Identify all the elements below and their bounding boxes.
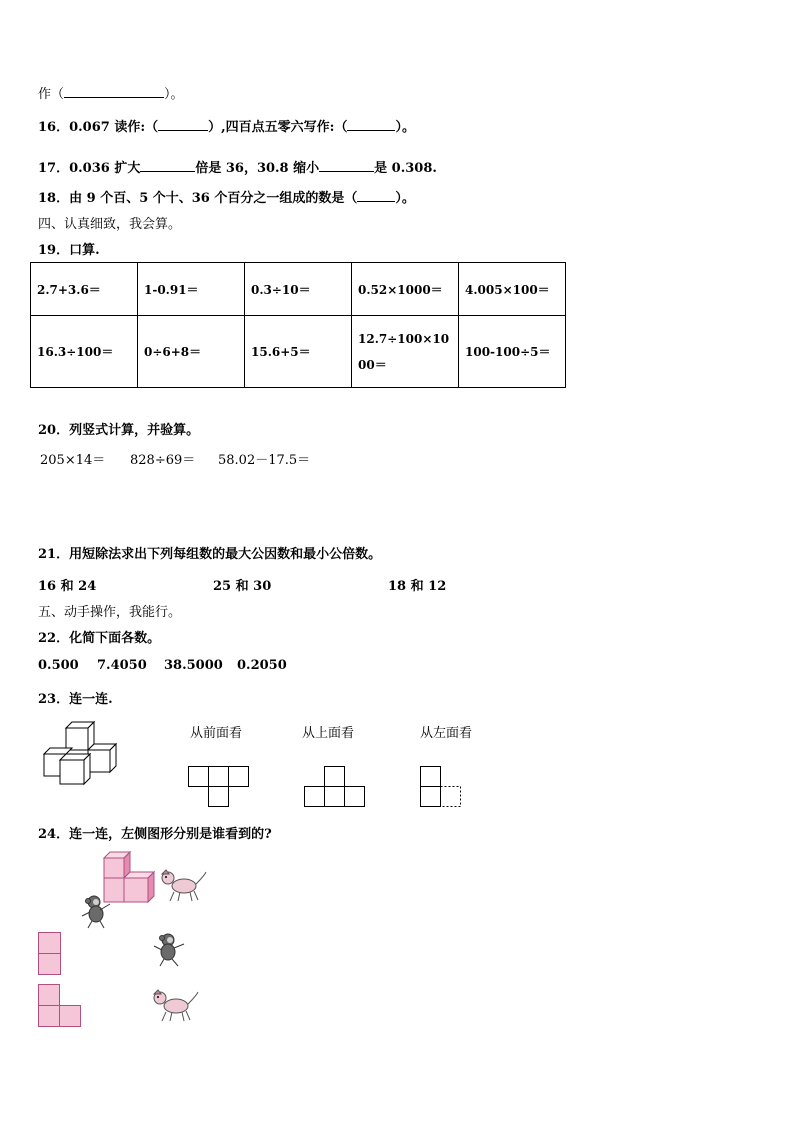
monkey-icon bbox=[150, 932, 190, 968]
vertical-calc-item: 828÷69＝ bbox=[130, 453, 196, 468]
dog-icon bbox=[152, 988, 200, 1024]
table-cell: 0÷6+8＝ bbox=[138, 316, 245, 388]
decimal-item: 7.4050 bbox=[97, 658, 147, 673]
table-cell: 2.7+3.6＝ bbox=[31, 263, 138, 316]
monkey-icon bbox=[78, 894, 118, 930]
number-pair: 16 和 24 bbox=[38, 579, 97, 594]
table-cell: 15.6+5＝ bbox=[245, 316, 352, 388]
question-21-title: 21．用短除法求出下列每组数的最大公因数和最小公倍数。 bbox=[38, 547, 382, 562]
answer-blank[interactable] bbox=[347, 117, 395, 131]
question-24-title: 24．连一连，左侧图形分别是谁看到的? bbox=[38, 827, 272, 842]
question-22-title: 22．化简下面各数。 bbox=[38, 631, 161, 646]
table-cell: 1-0.91＝ bbox=[138, 263, 245, 316]
question-23-title: 23．连一连. bbox=[38, 692, 113, 707]
question-20-title: 20．列竖式计算，并验算。 bbox=[38, 423, 200, 438]
decimal-item: 38.5000 bbox=[164, 658, 223, 673]
q15-tail: 作（ ）。 bbox=[38, 83, 184, 102]
section-4-heading: 四、认真细致，我会算。 bbox=[38, 217, 182, 232]
answer-blank[interactable] bbox=[357, 188, 395, 202]
view-label-front: 从前面看 bbox=[190, 726, 243, 741]
question-16: 16．0.067 读作:（ ）,四百点五零六写作:（ ）。 bbox=[38, 116, 415, 135]
table-row bbox=[31, 316, 566, 388]
number-pair: 18 和 12 bbox=[388, 579, 447, 594]
answer-blank[interactable] bbox=[140, 158, 195, 172]
view-l-shape bbox=[420, 766, 468, 810]
answer-blank[interactable] bbox=[319, 158, 374, 172]
cube-arrangement-figure bbox=[40, 722, 140, 792]
decimal-item: 0.2050 bbox=[237, 658, 287, 673]
question-18: 18．由 9 个百、5 个十、36 个百分之一组成的数是（ ）。 bbox=[38, 187, 415, 206]
number-pair: 25 和 30 bbox=[213, 579, 272, 594]
table-cell: 16.3÷100＝ bbox=[31, 316, 138, 388]
answer-blank[interactable] bbox=[64, 84, 164, 98]
dog-icon bbox=[160, 868, 208, 904]
table-cell: 100-100÷5＝ bbox=[459, 316, 566, 388]
table-cell: 12.7÷100×1000＝ bbox=[352, 316, 459, 388]
pink-l-shape-view bbox=[38, 984, 84, 1030]
table-cell: 0.3÷10＝ bbox=[245, 263, 352, 316]
table-cell: 0.52×1000＝ bbox=[352, 263, 459, 316]
mental-math-table bbox=[30, 262, 566, 388]
answer-blank[interactable] bbox=[158, 117, 208, 131]
vertical-calc-item: 58.02－17.5＝ bbox=[218, 453, 311, 468]
view-label-left: 从左面看 bbox=[420, 726, 473, 741]
view-inverted-t-shape bbox=[304, 766, 368, 810]
decimal-item: 0.500 bbox=[38, 658, 79, 673]
section-5-heading: 五、动手操作，我能行。 bbox=[38, 605, 182, 620]
table-row bbox=[31, 263, 566, 316]
vertical-calc-item: 205×14＝ bbox=[40, 453, 106, 468]
question-17: 17．0.036 扩大 倍是 36，30.8 缩小 是 0.308. bbox=[38, 157, 437, 176]
view-label-top: 从上面看 bbox=[302, 726, 355, 741]
view-t-shape bbox=[188, 766, 252, 810]
question-19-title: 19．口算. bbox=[38, 243, 100, 258]
table-cell: 4.005×100＝ bbox=[459, 263, 566, 316]
pink-vertical-view bbox=[38, 932, 64, 978]
